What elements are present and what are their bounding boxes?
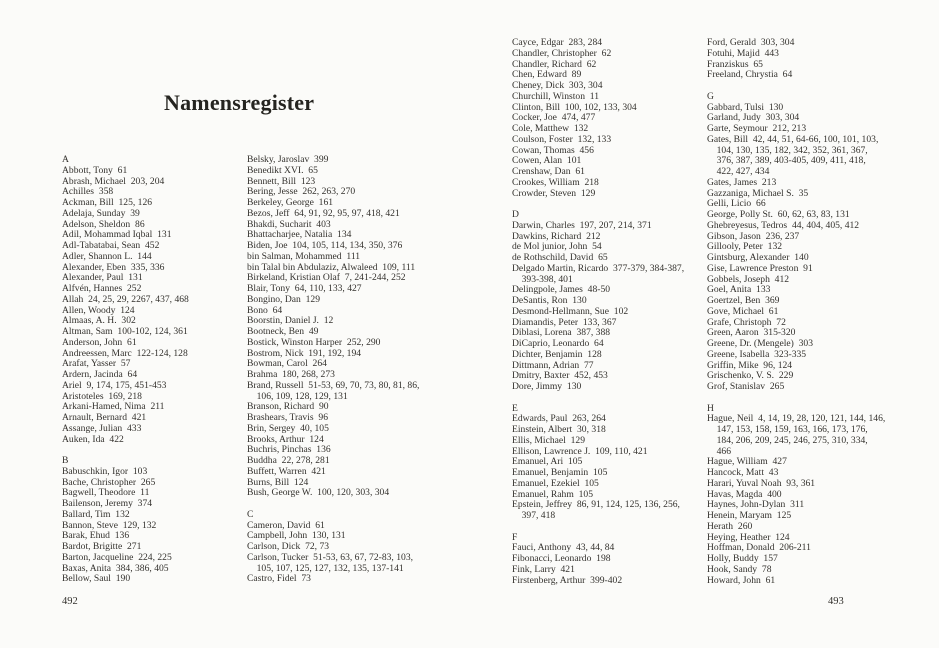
index-entry: [512, 393, 704, 404]
index-entry: Freeland, Chrystia 64: [707, 69, 793, 81]
index-entry: Ariel 9, 174, 175, 451-453: [62, 379, 167, 391]
index-entry: 147, 153, 158, 159, 163, 166, 173, 176,: [707, 424, 868, 435]
index-entry: 106, 109, 128, 129, 131: [247, 390, 348, 402]
index-entry: Emanuel, Benjamin 105: [512, 467, 608, 478]
index-entry: Chandler, Christopher 62: [512, 47, 612, 59]
index-entry: Achilles 358: [62, 186, 114, 198]
index-entry: Allen, Woody 124: [62, 304, 135, 316]
index-entry: Hoffman, Donald 206-211: [707, 542, 811, 554]
index-entry: Andreessen, Marc 122-124, 128: [62, 347, 188, 359]
index-entry: Dmitry, Baxter 452, 453: [512, 370, 608, 382]
index-entry: Branson, Richard 90: [247, 401, 329, 413]
index-entry: Dawkins, Richard 212: [512, 230, 601, 242]
index-entry: Diamandis, Peter 133, 367: [512, 316, 617, 328]
index-entry: [707, 393, 899, 404]
index-entry: Gillooly, Peter 132: [707, 241, 783, 253]
index-entry: Cowen, Alan 101: [512, 155, 582, 167]
index-entry: Ford, Gerald 303, 304: [707, 37, 795, 48]
index-entry: Hague, William 427: [707, 456, 787, 468]
index-entry: Castro, Fidel 73: [247, 573, 311, 585]
index-entry: Barton, Jacqueline 224, 225: [62, 551, 172, 563]
index-entry: Garland, Judy 303, 304: [707, 112, 800, 124]
index-entry: Almaas, A. H. 302: [62, 315, 136, 327]
index-letter-heading: G: [707, 90, 714, 102]
index-entry: Darwin, Charles 197, 207, 214, 371: [512, 219, 652, 231]
index-entry: Bostick, Winston Harper 252, 290: [247, 336, 381, 348]
index-entry: [62, 445, 254, 456]
index-entry: Cayce, Edgar 283, 284: [512, 37, 603, 48]
index-entry: Birkeland, Kristian Olaf 7, 241-244, 252: [247, 272, 406, 284]
index-entry: Brooks, Arthur 124: [247, 433, 324, 445]
index-entry: Emanuel, Rahm 105: [512, 488, 593, 500]
index-entry: Brand, Russell 51-53, 69, 70, 73, 80, 81, 86,: [247, 379, 420, 391]
index-entry: Arnault, Bernard 421: [62, 412, 147, 423]
index-entry: Carlson, Dick 72, 73: [247, 541, 330, 552]
index-entry: [247, 499, 439, 510]
index-entry: Adil, Mohammad Iqbal 131: [62, 229, 172, 241]
index-entry: Howard, John 61: [707, 574, 776, 586]
index-entry: Belsky, Jaroslav 399: [247, 154, 329, 165]
index-entry: DiCaprio, Leonardo 64: [512, 338, 604, 349]
index-entry: [512, 199, 704, 210]
index-entry: Henein, Maryam 125: [707, 510, 792, 521]
index-entry: Chandler, Richard 62: [512, 58, 597, 70]
index-entry: Haynes, John-Dylan 311: [707, 499, 805, 511]
index-letter-heading: B: [62, 455, 69, 466]
index-entry: Dichter, Benjamin 128: [512, 348, 602, 360]
index-entry: Arafat, Yasser 57: [62, 358, 131, 370]
index-entry: Brahma 180, 268, 273: [247, 369, 335, 380]
index-entry: 466: [707, 445, 731, 457]
index-entry: Crenshaw, Dan 61: [512, 166, 585, 177]
index-entry: George, Polly St. 60, 62, 63, 83, 131: [707, 209, 850, 220]
index-entry: Ellis, Michael 129: [512, 434, 586, 446]
index-entry: Bhakdi, Sucharit 403: [247, 218, 331, 230]
index-entry: Alexander, Eben 335, 336: [62, 261, 165, 273]
index-entry: Dittmann, Adrian 77: [512, 359, 594, 371]
index-entry: Edwards, Paul 263, 264: [512, 413, 606, 425]
index-entry: Brashears, Travis 96: [247, 412, 329, 423]
index-entry: Boorstin, Daniel J. 12: [247, 315, 334, 327]
index-entry: Greene, Isabella 323-335: [707, 348, 807, 360]
index-entry: 422, 427, 434: [707, 166, 770, 177]
index-entry: Einstein, Albert 30, 318: [512, 424, 606, 435]
index-entry: Grischenko, V. S. 229: [707, 370, 794, 382]
index-entry: Auken, Ida 422: [62, 433, 124, 445]
index-entry: 184, 206, 209, 245, 246, 275, 310, 334,: [707, 434, 868, 446]
index-entry: Grafe, Christoph 72: [707, 316, 786, 328]
index-entry: Anderson, John 61: [62, 336, 137, 348]
index-entry: Buchris, Pinchas 136: [247, 444, 331, 456]
index-entry: Baxas, Anita 384, 386, 405: [62, 562, 169, 574]
index-entry: 393-398, 401: [512, 273, 573, 285]
index-entry: Hook, Sandy 78: [707, 563, 772, 575]
index-entry: Bennett, Bill 123: [247, 175, 316, 187]
index-entry: Babuschkin, Igor 103: [62, 465, 148, 477]
index-entry: Cowan, Thomas 456: [512, 144, 594, 156]
index-entry: Crookes, William 218: [512, 176, 599, 188]
index-entry: Campbell, John 130, 131: [247, 530, 346, 542]
index-entry: Bowman, Carol 264: [247, 358, 327, 370]
index-entry: DeSantis, Ron 130: [512, 295, 587, 306]
index-entry: Hague, Neil 4, 14, 19, 28, 120, 121, 144, 146,: [707, 413, 886, 425]
index-entry: Ghebreyesus, Tedros 44, 404, 405, 412: [707, 219, 860, 231]
index-entry: 104, 130, 135, 182, 342, 352, 361, 367,: [707, 144, 868, 156]
index-letter-heading: F: [512, 531, 518, 543]
index-entry: bin Salman, Mohammed 111: [247, 250, 361, 262]
index-entry: de Rothschild, David 65: [512, 252, 608, 263]
index-column-1: [62, 155, 254, 585]
index-entry: Hancock, Matt 43: [707, 467, 779, 478]
index-entry: Brin, Sergey 40, 105: [247, 422, 329, 434]
index-letter-heading: H: [707, 402, 714, 414]
index-entry: Franziskus 65: [707, 58, 763, 70]
index-entry: Burns, Bill 124: [247, 476, 309, 488]
left-page-number: 492: [62, 596, 78, 607]
index-entry: Alfvén, Hannes 252: [62, 283, 142, 294]
index-entry: Buddha 22, 278, 281: [247, 455, 330, 466]
index-entry: Arkani-Hamed, Nima 211: [62, 401, 165, 413]
index-entry: Clinton, Bill 100, 102, 133, 304: [512, 101, 637, 113]
index-entry: Ackman, Bill 125, 126: [62, 197, 153, 208]
index-entry: Bezos, Jeff 64, 91, 92, 95, 97, 418, 421: [247, 207, 400, 219]
index-entry: Gise, Lawrence Preston 91: [707, 262, 813, 274]
index-entry: Griffin, Mike 96, 124: [707, 359, 793, 371]
index-entry: Gove, Michael 61: [707, 305, 779, 317]
index-entry: Ballard, Tim 132: [62, 508, 130, 520]
index-entry: [512, 522, 704, 533]
index-entry: Biden, Joe 104, 105, 114, 134, 350, 376: [247, 240, 403, 251]
index-entry: Cole, Matthew 132: [512, 123, 589, 134]
index-letter-heading: C: [247, 508, 254, 520]
index-entry: Bache, Christopher 265: [62, 476, 156, 488]
index-entry: Emanuel, Ari 105: [512, 456, 583, 468]
index-entry: Cheney, Dick 303, 304: [512, 80, 603, 91]
index-entry: Cocker, Joe 474, 477: [512, 112, 596, 124]
index-entry: Bellow, Saul 190: [62, 573, 131, 585]
index-entry: Firstenberg, Arthur 399-402: [512, 574, 623, 586]
index-entry: Blair, Tony 64, 110, 133, 427: [247, 283, 362, 294]
index-entry: Gobbels, Joseph 412: [707, 273, 790, 285]
index-entry: Abrash, Michael 203, 204: [62, 175, 165, 187]
index-entry: Gintsburg, Alexander 140: [707, 252, 809, 263]
index-entry: Bootneck, Ben 49: [247, 326, 319, 337]
index-entry: Bongino, Dan 129: [247, 293, 321, 305]
index-entry: Ellison, Lawrence J. 109, 110, 421: [512, 445, 648, 457]
index-entry: Gibson, Jason 236, 237: [707, 230, 800, 242]
index-entry: Green, Aaron 315-320: [707, 327, 796, 339]
index-entry: Bostrom, Nick 191, 192, 194: [247, 347, 362, 359]
index-letter-heading: E: [512, 402, 518, 414]
index-entry: Fibonacci, Leonardo 198: [512, 553, 611, 564]
index-entry: Adelson, Sheldon 86: [62, 218, 145, 230]
right-page-number: 493: [828, 596, 844, 607]
index-entry: Havas, Magda 400: [707, 488, 782, 500]
index-entry: Emanuel, Ezekiel 105: [512, 477, 599, 489]
index-entry: 397, 418: [512, 510, 556, 521]
index-entry: Bono 64: [247, 304, 283, 316]
index-entry: Buffett, Warren 421: [247, 465, 326, 477]
index-entry: Garte, Seymour 212, 213: [707, 123, 807, 134]
index-entry: Benedikt XVI. 65: [247, 164, 318, 176]
index-entry: Bhattacharjee, Natalia 134: [247, 229, 352, 241]
index-letter-heading: A: [62, 154, 69, 165]
index-entry: Desmond-Hellmann, Sue 102: [512, 305, 629, 317]
index-entry: Abbott, Tony 61: [62, 164, 128, 176]
index-entry: Ardern, Jacinda 64: [62, 369, 138, 380]
index-entry: Gelli, Licio 66: [707, 198, 766, 210]
index-entry: Bagwell, Theodore 11: [62, 487, 150, 499]
index-entry: Gazzaniga, Michael S. 35: [707, 187, 809, 199]
index-entry: Coulson, Foster 132, 133: [512, 133, 612, 145]
index-entry: Grof, Stanislav 265: [707, 381, 785, 392]
index-entry: Goertzel, Ben 369: [707, 295, 780, 306]
index-entry: Adl-Tabatabai, Sean 452: [62, 240, 160, 251]
index-entry: Bailenson, Jeremy 374: [62, 498, 153, 509]
index-entry: Aristoteles 169, 218: [62, 390, 142, 402]
index-entry: Allah 24, 25, 29, 2267, 437, 468: [62, 293, 189, 305]
index-entry: Epstein, Jeffrey 86, 91, 124, 125, 136, 256,: [512, 499, 680, 511]
index-column-2: [247, 155, 439, 585]
index-entry: Heying, Heather 124: [707, 531, 790, 543]
index-entry: Barak, Ehud 136: [62, 530, 130, 542]
index-entry: 376, 387, 389, 403-405, 409, 411, 418,: [707, 155, 866, 167]
index-entry: Bering, Jesse 262, 263, 270: [247, 186, 356, 198]
index-entry: Assange, Julian 433: [62, 422, 142, 434]
index-entry: Goel, Anita 133: [707, 284, 771, 296]
index-column-4: [707, 38, 899, 586]
index-entry: Carlson, Tucker 51-53, 63, 67, 72-83, 103,: [247, 551, 414, 563]
index-letter-heading: D: [512, 209, 519, 220]
index-entry: de Mol junior, John 54: [512, 241, 602, 253]
index-entry: Adelaja, Sunday 39: [62, 207, 140, 219]
index-entry: Altman, Sam 100-102, 124, 361: [62, 326, 188, 337]
index-entry: Harari, Yuval Noah 93, 361: [707, 477, 816, 489]
index-entry: Chen, Edward 89: [512, 69, 582, 81]
index-entry: Gabbard, Tulsi 130: [707, 101, 784, 113]
index-entry: 105, 107, 125, 127, 132, 135, 137-141: [247, 562, 404, 574]
index-entry: Holly, Buddy 157: [707, 553, 778, 564]
index-entry: Fauci, Anthony 43, 44, 84: [512, 542, 615, 554]
index-entry: Greene, Dr. (Mengele) 303: [707, 338, 814, 349]
index-entry: Crowder, Steven 129: [512, 187, 596, 199]
index-entry: Delgado Martin, Ricardo 377-379, 384-387,: [512, 262, 685, 274]
index-entry: bin Talal bin Abdulaziz, Alwaleed 109, 111: [247, 261, 416, 273]
index-entry: Fotuhi, Majid 443: [707, 47, 779, 59]
index-entry: Alexander, Paul 131: [62, 272, 143, 284]
index-entry: Dore, Jimmy 130: [512, 381, 582, 392]
index-entry: Adler, Shannon L. 144: [62, 250, 152, 262]
index-entry: Delingpole, James 48-50: [512, 284, 611, 296]
index-entry: Diblasi, Lorena 387, 388: [512, 327, 611, 339]
index-entry: Gates, James 213: [707, 176, 777, 188]
index-entry: Bannon, Steve 129, 132: [62, 519, 157, 531]
index-entry: Bush, George W. 100, 120, 303, 304: [247, 487, 390, 499]
index-entry: Bardot, Brigitte 271: [62, 541, 142, 552]
index-entry: Fink, Larry 421: [512, 563, 575, 575]
index-entry: Berkeley, George 161: [247, 197, 334, 208]
page-title: Namensregister: [164, 90, 315, 115]
index-entry: Churchill, Winston 11: [512, 90, 600, 102]
index-entry: Gates, Bill 42, 44, 51, 64-66, 100, 101, 103,: [707, 133, 879, 145]
index-entry: Cameron, David 61: [247, 519, 325, 531]
index-column-3: [512, 38, 704, 586]
index-entry: Herath 260: [707, 520, 753, 532]
index-entry: [707, 81, 899, 92]
